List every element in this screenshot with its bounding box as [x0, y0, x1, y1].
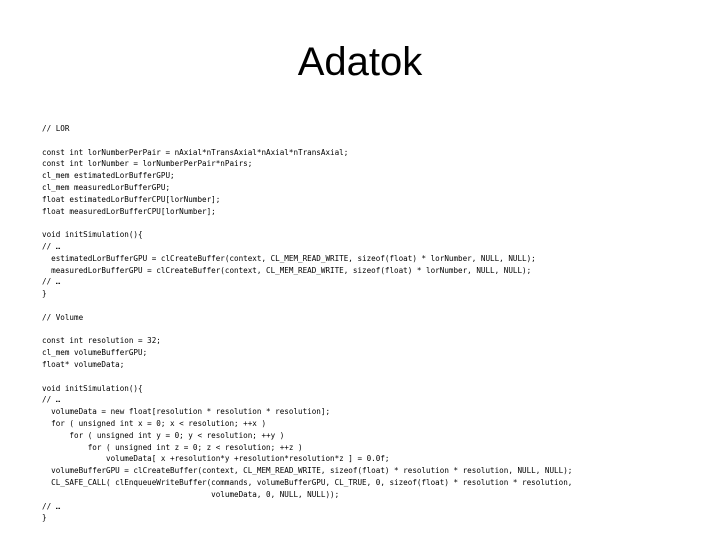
code-line: float measuredLorBufferCPU[lorNumber];	[42, 206, 216, 216]
code-line: const int lorNumberPerPair = nAxial*nTransAxial*nAxial*nTransAxial;	[42, 147, 349, 157]
code-line: const int resolution = 32;	[42, 336, 161, 346]
code-line: // …	[42, 277, 61, 287]
code-line: volumeBufferGPU = clCreateBuffer(context, CL_MEM_READ_WRITE, sizeof(float) * resolution * resolution, NULL, NULL);	[42, 466, 573, 476]
code-line: void initSimulation(){	[42, 230, 143, 240]
code-gap	[42, 300, 572, 312]
code-line: void initSimulation(){	[42, 383, 143, 393]
code-line: volumeData = new float[resolution * resolution * resolution];	[42, 407, 331, 417]
code-line: for ( unsigned int x = 0; x < resolution; ++x )	[42, 418, 267, 428]
code-comment-lor: // LOR	[42, 124, 70, 133]
code-line: cl_mem estimatedLorBufferGPU;	[42, 171, 175, 181]
code-line: float estimatedLorBufferCPU[lorNumber];	[42, 194, 221, 204]
code-listing	[42, 123, 572, 524]
code-comment-volume: // Volume	[42, 312, 84, 322]
code-gap	[42, 324, 572, 336]
code-line: // …	[42, 501, 61, 511]
code-line: for ( unsigned int z = 0; z < resolution; ++z )	[42, 442, 303, 452]
code-line: measuredLorBufferGPU = clCreateBuffer(context, CL_MEM_READ_WRITE, sizeof(float) * lorNumber, NULL, NULL);	[42, 265, 532, 275]
code-line: volumeData, 0, NULL, NULL));	[42, 489, 340, 499]
code-line: const int lorNumber = lorNumberPerPair*nPairs;	[42, 159, 253, 169]
code-gap	[42, 217, 572, 229]
code-gap	[42, 135, 572, 147]
code-line: cl_mem volumeBufferGPU;	[42, 348, 148, 358]
slide-title-text: Adatok	[297, 40, 423, 84]
code-line: cl_mem measuredLorBufferGPU;	[42, 182, 171, 192]
code-line: for ( unsigned int y = 0; y < resolution; ++y )	[42, 430, 285, 440]
code-line: volumeData[ x +resolution*y +resolution*resolution*z ] = 0.0f;	[42, 454, 390, 464]
code-line: CL_SAFE_CALL( clEnqueueWriteBuffer(commands, volumeBufferGPU, CL_TRUE, 0, sizeof(float) * resolution * resolution,	[42, 477, 573, 487]
code-line: estimatedLorBufferGPU = clCreateBuffer(context, CL_MEM_READ_WRITE, sizeof(float) * lorNumber, NULL, NULL);	[42, 253, 536, 263]
code-gap	[42, 371, 572, 383]
code-line: // …	[42, 395, 61, 405]
code-line: }	[42, 513, 47, 523]
code-line: }	[42, 289, 47, 299]
code-line: float* volumeData;	[42, 359, 125, 369]
code-line: // …	[42, 241, 61, 251]
slide-title	[0, 40, 720, 85]
